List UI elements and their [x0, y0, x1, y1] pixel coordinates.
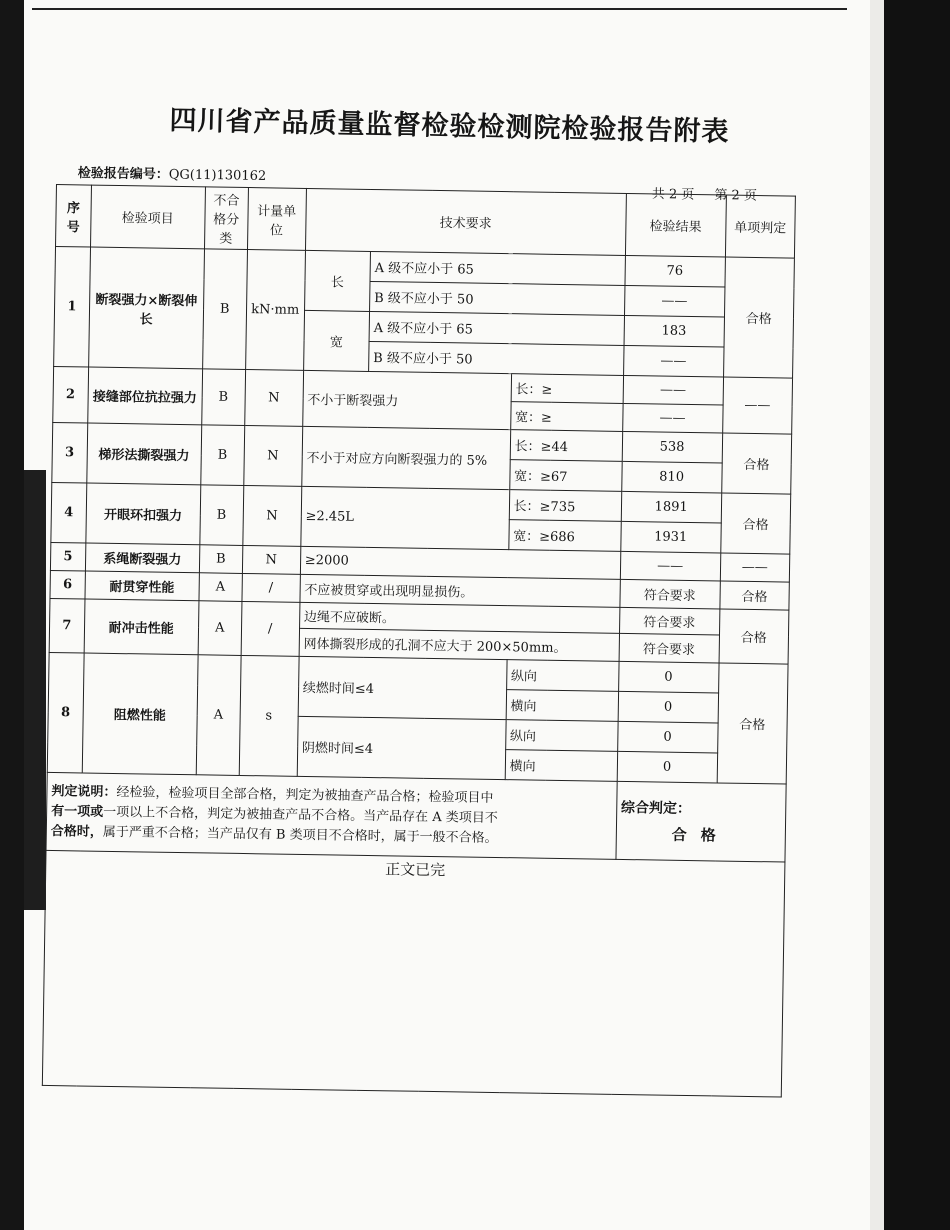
row-item: 阻燃性能 [82, 653, 198, 775]
req-width: 宽：≥686 [508, 520, 621, 552]
row-no: 2 [53, 366, 89, 423]
row-no: 5 [50, 542, 85, 571]
row-item: 断裂强力×断裂伸长 [88, 247, 204, 369]
scan-top-line [32, 8, 847, 10]
row-result: 0 [617, 751, 717, 783]
row-result: —— [620, 551, 720, 581]
dir-transverse: 横向 [506, 690, 619, 722]
overall-judgement [616, 781, 786, 862]
row-class: B [202, 249, 247, 370]
report-table [42, 184, 796, 1098]
note-line-2: 一项以上不合格，判定为被抽查产品不合格。当产品存在 A 类项目不 [103, 804, 498, 826]
row-item: 梯形法撕裂强力 [86, 423, 201, 485]
document-title: 四川省产品质量监督检验检测院检验报告附表 [169, 104, 730, 148]
row-result: 0 [618, 661, 718, 693]
req-b-length: B 级不应小于 50 [369, 281, 624, 315]
blank-area [42, 876, 784, 1097]
req-length: 长：≥44 [510, 430, 623, 462]
scan-edge-shadow [24, 470, 46, 910]
row-req: 不小于断裂强力 [302, 370, 511, 429]
row-req-afterflame: 续燃时间≤4 [298, 656, 507, 719]
row-result: 符合要求 [620, 579, 720, 609]
footer-row [46, 772, 786, 862]
row-item: 耐贯穿性能 [85, 571, 200, 601]
row-judge: 合格 [720, 493, 790, 554]
row-req-1: 边绳不应破断。 [299, 602, 619, 633]
req-a-length: A 级不应小于 65 [370, 251, 625, 285]
row-unit: N [242, 485, 301, 546]
row-result-2: 符合要求 [619, 633, 719, 663]
note-line-1: 经检验，检验项目全部合格，判定为被抽查产品合格；检验项目中 [116, 784, 494, 806]
row-no: 4 [51, 482, 87, 543]
scan-edge-right [884, 0, 950, 1230]
overall-judgement-value: 合格 [671, 825, 730, 845]
header-unit: 计量单位 [247, 188, 306, 251]
row-req: ≥2000 [300, 546, 620, 579]
judgement-note [46, 772, 617, 859]
row-no: 3 [52, 422, 88, 483]
report-table-wrapper [42, 184, 796, 1098]
row-item: 耐冲击性能 [84, 599, 199, 655]
scan-edge-gap [870, 0, 884, 1230]
note-line-3: 属于严重不合格；当产品仅有 B 类项目不合格时，属于一般不合格。 [102, 824, 498, 846]
req-length: 长：≥ [511, 374, 624, 404]
row-class: B [202, 369, 246, 426]
row-unit: s [239, 655, 299, 776]
row-class: A [196, 655, 241, 776]
row-unit: / [242, 573, 301, 602]
row-no: 6 [50, 570, 85, 599]
row-no: 8 [47, 652, 84, 773]
row-judge: 合格 [720, 581, 790, 610]
req-width: 宽：≥67 [509, 460, 622, 492]
result-length: 1891 [621, 491, 721, 523]
row-judge: 合格 [717, 663, 788, 784]
row-unit: N [242, 545, 301, 574]
row-unit: N [244, 369, 303, 426]
row-result-1: 符合要求 [619, 607, 719, 635]
result-length: —— [623, 375, 723, 405]
row-item: 接缝部位抗拉强力 [87, 367, 202, 425]
row-req: 不小于对应方向断裂强力的 5% [301, 426, 510, 489]
page-total: 共 2 页 [651, 186, 695, 203]
req-width: 宽：≥ [510, 402, 623, 432]
row-class: A [199, 573, 242, 602]
overall-judgement-label: 综合判定： [620, 799, 692, 818]
page-current: 第 2 页 [714, 187, 758, 204]
result-a-width: 183 [624, 315, 724, 347]
header-seq: 序号 [56, 185, 92, 248]
blank-row [42, 876, 784, 1097]
scan-edge-left [0, 0, 24, 1230]
row-item: 开眼环扣强力 [86, 483, 201, 545]
report-number-value: QG(11)130162 [168, 167, 267, 184]
req-length: 长：≥735 [509, 490, 622, 522]
dir-longitudinal: 纵向 [505, 720, 618, 752]
dir-transverse: 横向 [505, 750, 618, 782]
row-item: 系绳断裂强力 [85, 543, 200, 573]
dir-width: 宽 [303, 310, 369, 371]
row-class: A [198, 601, 242, 656]
result-b-length: —— [624, 285, 724, 317]
row-req: ≥2.45L [301, 486, 510, 549]
header-judge: 单项判定 [725, 195, 795, 258]
header-row [56, 185, 796, 259]
note-line-3-label: 合格时， [50, 823, 103, 840]
dir-length: 长 [304, 250, 370, 311]
result-length: 538 [622, 431, 722, 463]
row-judge: —— [722, 377, 792, 434]
report-number-label: 检验报告编号： [77, 165, 169, 183]
end-of-text: 正文已完 [46, 850, 785, 887]
header-item: 检验项目 [90, 185, 205, 249]
row-judge: —— [720, 553, 790, 582]
row-unit: / [241, 601, 300, 656]
row-judge: 合格 [723, 257, 794, 378]
report-number [78, 162, 267, 184]
header-class: 不合格分类 [204, 187, 248, 250]
header-req: 技术要求 [305, 188, 626, 255]
row-result: 0 [617, 721, 717, 753]
req-a-width: A 级不应小于 65 [369, 311, 624, 345]
row-class: B [201, 425, 245, 486]
result-a-length: 76 [625, 255, 725, 287]
row-result: 0 [618, 691, 718, 723]
row-req-2: 网体撕裂形成的孔洞不应大于 200×50mm。 [299, 628, 619, 661]
row-judge: 合格 [721, 433, 791, 494]
result-b-width: —— [623, 345, 723, 377]
result-width: 810 [621, 461, 721, 493]
row-judge: 合格 [719, 609, 789, 664]
dir-longitudinal: 纵向 [506, 660, 619, 692]
result-width: —— [622, 403, 722, 433]
row-unit: kN·mm [245, 250, 305, 371]
req-b-width: B 级不应小于 50 [369, 341, 624, 375]
row-class: B [200, 485, 244, 546]
result-width: 1931 [621, 521, 721, 553]
row-unit: N [243, 425, 302, 486]
row-no: 7 [49, 598, 84, 653]
row-no: 1 [54, 247, 91, 368]
row-req-afterglow: 阴燃时间≤4 [297, 716, 506, 779]
row-class: B [199, 545, 242, 574]
row-req: 不应被贯穿或出现明显损伤。 [300, 574, 620, 607]
header-result: 检验结果 [625, 193, 726, 257]
note-line-2-label: 有一项或 [51, 803, 104, 820]
note-label: 判定说明： [51, 783, 117, 800]
